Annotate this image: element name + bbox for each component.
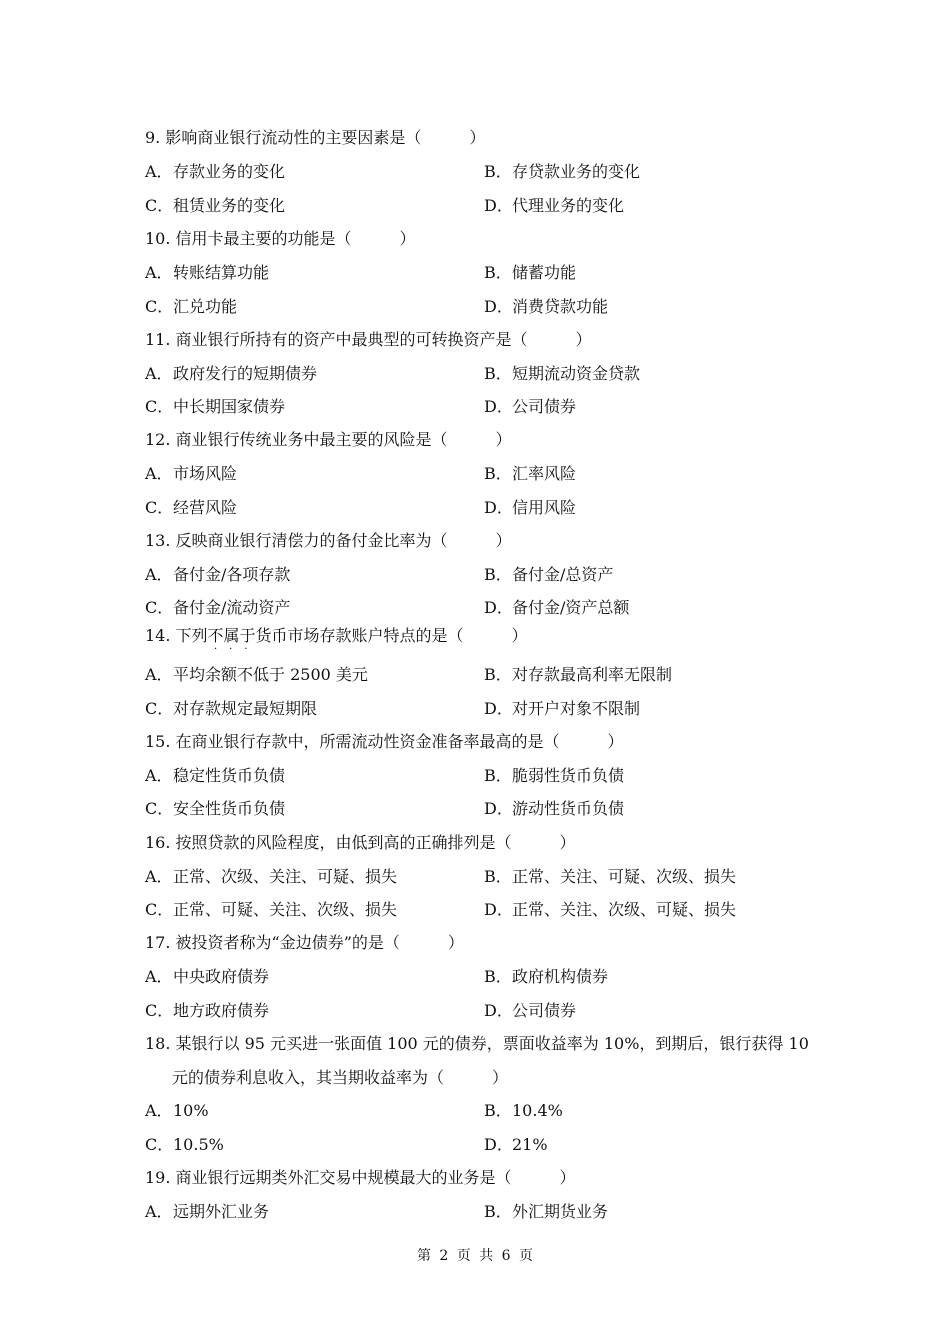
option-14d: D．对开户对象不限制: [484, 699, 641, 718]
option-18a: A．10%: [145, 1101, 209, 1120]
option-15c: C．安全性货币负债: [145, 799, 286, 818]
option-13c: C．备付金/流动资产: [145, 598, 291, 617]
option-15b: B．脆弱性货币负债: [484, 766, 625, 785]
option-17b: B．政府机构债券: [484, 967, 609, 986]
option-11c: C．中长期国家债券: [145, 397, 286, 416]
option-15a: A．稳定性货币负债: [145, 766, 286, 785]
option-17a: A．中央政府债券: [145, 967, 270, 986]
option-13a: A．备付金/各项存款: [145, 565, 291, 584]
option-16d: D．正常、关注、次级、可疑、损失: [484, 900, 737, 919]
option-18c: C．10.5%: [145, 1135, 224, 1154]
option-17d: D．公司债券: [484, 1001, 577, 1020]
question-18-continued: 元的债券利息收入，其当期收益率为（ ）: [172, 1068, 509, 1087]
option-11d: D．公司债券: [484, 397, 577, 416]
option-10a: A．转账结算功能: [145, 263, 270, 282]
option-13b: B．备付金/总资产: [484, 565, 614, 584]
option-11a: A．政府发行的短期债券: [145, 364, 318, 383]
option-19a: A．远期外汇业务: [145, 1202, 270, 1221]
option-14c: C．对存款规定最短期限: [145, 699, 318, 718]
option-9b: B．存贷款业务的变化: [484, 162, 641, 181]
option-12a: A．市场风险: [145, 464, 238, 483]
option-19b: B．外汇期货业务: [484, 1202, 609, 1221]
question-18: 18. 某银行以 95 元买进一张面值 100 元的债券，票面收益率为 10%，到期后，银行获得 10: [145, 1034, 809, 1053]
option-16a: A．正常、次级、关注、可疑、损失: [145, 867, 398, 886]
question-15: 15. 在商业银行存款中，所需流动性资金准备率最高的是（ ）: [145, 732, 624, 751]
option-9a: A．存款业务的变化: [145, 162, 286, 181]
question-17: 17. 被投资者称为“金边债券”的是（ ）: [145, 933, 464, 952]
question-10: 10. 信用卡最主要的功能是（ ）: [145, 229, 416, 248]
option-12b: B．汇率风险: [484, 464, 577, 483]
option-17c: C．地方政府债券: [145, 1001, 270, 1020]
option-14b: B．对存款最高利率无限制: [484, 665, 673, 684]
option-12d: D．信用风险: [484, 498, 577, 517]
option-9c: C．租赁业务的变化: [145, 196, 286, 215]
option-18b: B．10.4%: [484, 1101, 563, 1120]
question-9: 9. 影响商业银行流动性的主要因素是（ ）: [145, 128, 486, 147]
option-9d: D．代理业务的变化: [484, 196, 625, 215]
option-14a: A．平均余额不低于 2500 美元: [145, 665, 368, 684]
option-16b: B．正常、关注、可疑、次级、损失: [484, 867, 737, 886]
question-14: 14. 下列不属于货币市场存款账户特点的是（ ）: [145, 626, 528, 645]
option-10d: D．消费贷款功能: [484, 297, 609, 316]
page-footer: 第 2 页 共 6 页: [416, 1248, 534, 1264]
option-13d: D．备付金/资产总额: [484, 598, 630, 617]
option-16c: C．正常、可疑、关注、次级、损失: [145, 900, 398, 919]
option-10b: B．储蓄功能: [484, 263, 577, 282]
option-11b: B．短期流动资金贷款: [484, 364, 641, 383]
question-19: 19. 商业银行远期类外汇交易中规模最大的业务是（ ）: [145, 1168, 576, 1187]
option-15d: D．游动性货币负债: [484, 799, 625, 818]
question-13: 13. 反映商业银行清偿力的备付金比率为（ ）: [145, 531, 512, 550]
option-12c: C．经营风险: [145, 498, 238, 517]
emphasis-dots: ···: [214, 644, 260, 655]
option-18d: D．21%: [484, 1135, 548, 1154]
question-12: 12. 商业银行传统业务中最主要的风险是（ ）: [145, 430, 512, 449]
option-10c: C．汇兑功能: [145, 297, 238, 316]
question-11: 11. 商业银行所持有的资产中最典型的可转换资产是（ ）: [145, 330, 592, 349]
question-16: 16. 按照贷款的风险程度，由低到高的正确排列是（ ）: [145, 833, 576, 852]
